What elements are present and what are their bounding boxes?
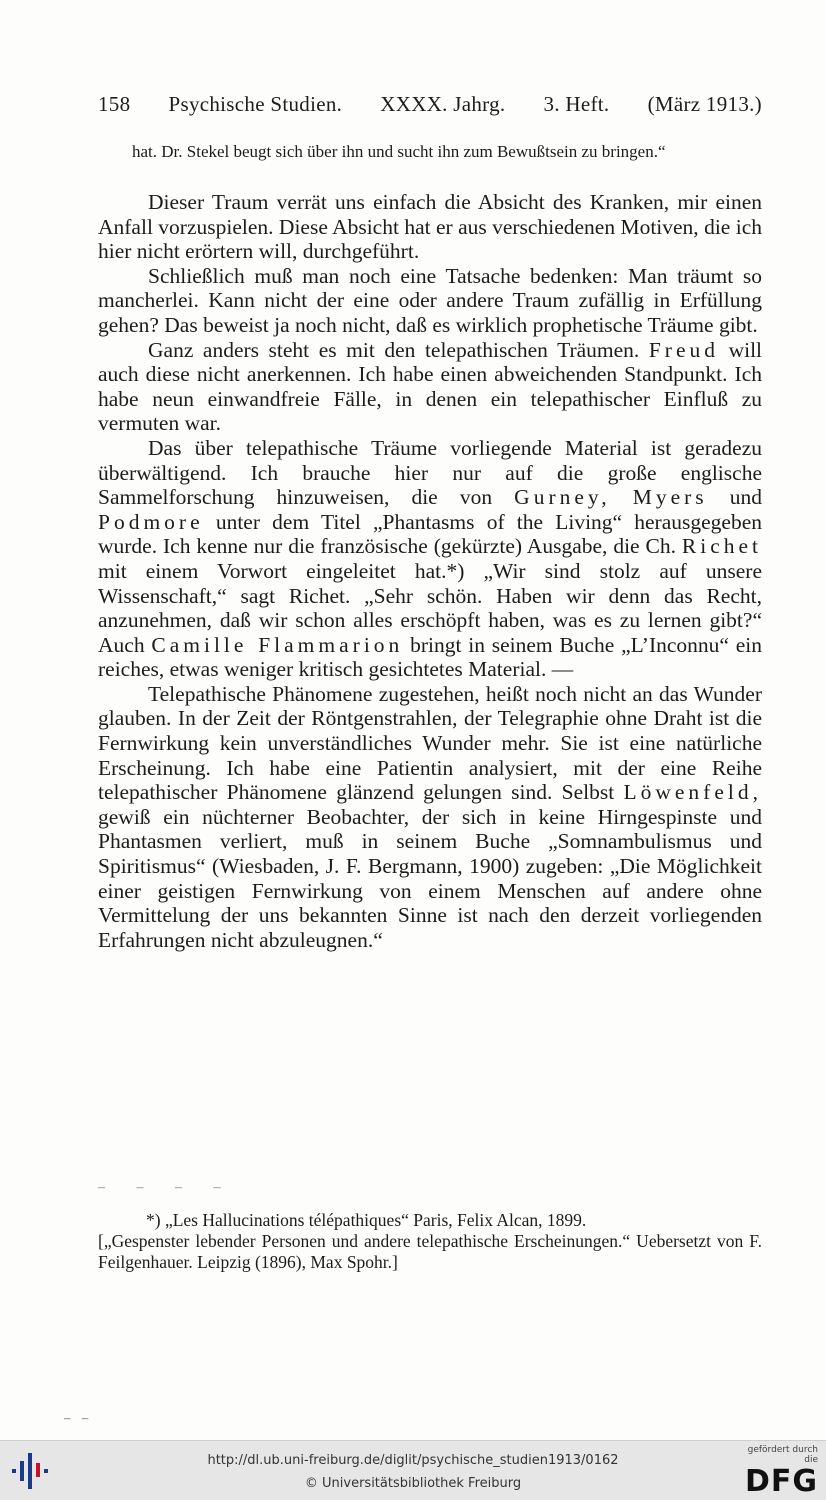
paragraph: Dieser Traum verrät uns einfach die Absicht des Kranken, mir einen Anfall vorzuspielen. Diese Absicht hat er aus verschiedenen Motiven, die ich hier nicht erörtern will, durchgeführt.	[98, 190, 762, 264]
text-run: gewiß ein nüchterner Beobachter, der sich in keine Hirngespinste und Phantasmen verliert, muß in seinem Buche „Somnambulismus und Spiritismus“ (Wiesbaden, J. F. Bergmann, 1900) zugeben: „Die Möglichkeit einer geistigen Fernwirkung von einem Menschen auf andere ohne Vermittelung der uns bekannten Sinne ist nach den derzeit vorliegenden Erfahrungen nicht abzuleugnen.“	[98, 804, 762, 952]
dfg-wordmark: DFG	[744, 1464, 818, 1499]
text-run: will auch diese nicht anerkennen. Ich habe einen abweichenden Standpunkt. Ich habe neun einwandfreie Fälle, in denen ein telepathischer Einfluß zu vermuten war.	[98, 337, 763, 436]
spaced-name: Löwenfeld,	[623, 780, 762, 805]
scan-mark: – –	[64, 1410, 93, 1425]
paragraph	[98, 338, 762, 436]
funded-by-label: gefördert durch die	[747, 1445, 818, 1465]
spaced-name: Myers	[632, 485, 708, 510]
footnote-line: [„Gespenster lebender Personen und andere telepathische Erscheinungen.“ Uebersetzt von F. Feilgenhauer. Leipzig (1896), Max Spohr.]	[98, 1231, 762, 1272]
spaced-name: Camille Flammarion	[151, 632, 404, 657]
text-run: Telepathische Phänomene zugestehen, heißt noch nicht an das Wunder glauben. In der Zeit der Röntgenstrahlen, der Telegraphie ohne Draht ist die Fernwirkung kein unverständliches Wunder mehr. Sie ist eine natürliche Erscheinung. Ich habe eine Patientin analysiert, mit der eine Reihe telepathischer Phänomene glänzend gelungen sind. Selbst	[98, 681, 762, 805]
text-run: Das über telepathische Träume vorliegende Material ist geradezu überwältigend. Ich brauche hier nur auf die große englische Sammelforschung hinzuweisen, die von	[98, 435, 762, 510]
text-run: mit einem Vorwort eingeleitet hat.*) „Wir sind stolz auf unsere Wissenschaft,“ sagt Richet. „Sehr schön. Haben wir denn das Recht, anzunehmen, daß wir schon alles erschöpft haben, was es zu lernen gibt?“ Auch	[98, 558, 762, 657]
body-text	[98, 190, 762, 952]
footnote-separator: – – – –	[98, 1180, 235, 1195]
paragraph	[98, 682, 762, 953]
dfg-logo[interactable]	[732, 1445, 818, 1497]
paragraph: Schließlich muß man noch eine Tatsache bedenken: Man träumt so mancherlei. Kann nicht der eine oder andere Traum zufällig in Erfüllung gehen? Das beweist ja noch nicht, daß es wirklich prophetische Träume gibt.	[98, 263, 762, 337]
permalink-url[interactable]: http://dl.ub.uni-freiburg.de/diglit/psychische_studien1913/0162	[207, 1453, 619, 1468]
volume: XXXX. Jahrg.	[380, 92, 506, 116]
issue: 3. Heft.	[543, 92, 610, 116]
page-number: 158	[98, 92, 131, 116]
text-run: unter dem Titel „Phantasms of the Living“ herausgegeben wurde. Ich kenne nur die französische (gekürzte) Ausgabe, die Ch.	[98, 509, 763, 559]
running-header	[98, 92, 762, 117]
journal-title: Psychische Studien.	[168, 92, 343, 116]
viewer-footer	[0, 1440, 826, 1500]
quote-continuation: hat. Dr. Stekel beugt sich über ihn und sucht ihn zum Bewußtsein zu bringen.“	[132, 142, 666, 161]
spaced-name: Freud	[648, 337, 720, 362]
paragraph	[98, 436, 762, 682]
footnote-line: *) „Les Hallucinations télépathiques“ Paris, Felix Alcan, 1899.	[146, 1210, 587, 1230]
spaced-name: Gurney,	[514, 485, 611, 510]
text-run: bringt in seinem Buche „L’Inconnu“ ein reiches, etwas weniger kritisch gesichtetes Material. —	[98, 632, 763, 682]
spaced-name: Richet	[681, 534, 763, 559]
text-run: Ganz anders steht es mit den telepathischen Träumen.	[148, 337, 640, 362]
spaced-name: Podmore	[98, 509, 204, 534]
copyright-notice: © Universitätsbibliothek Freiburg	[304, 1476, 522, 1491]
text-run: und	[729, 485, 763, 510]
issue-date: (März 1913.)	[647, 92, 762, 116]
footnote	[98, 1210, 762, 1273]
